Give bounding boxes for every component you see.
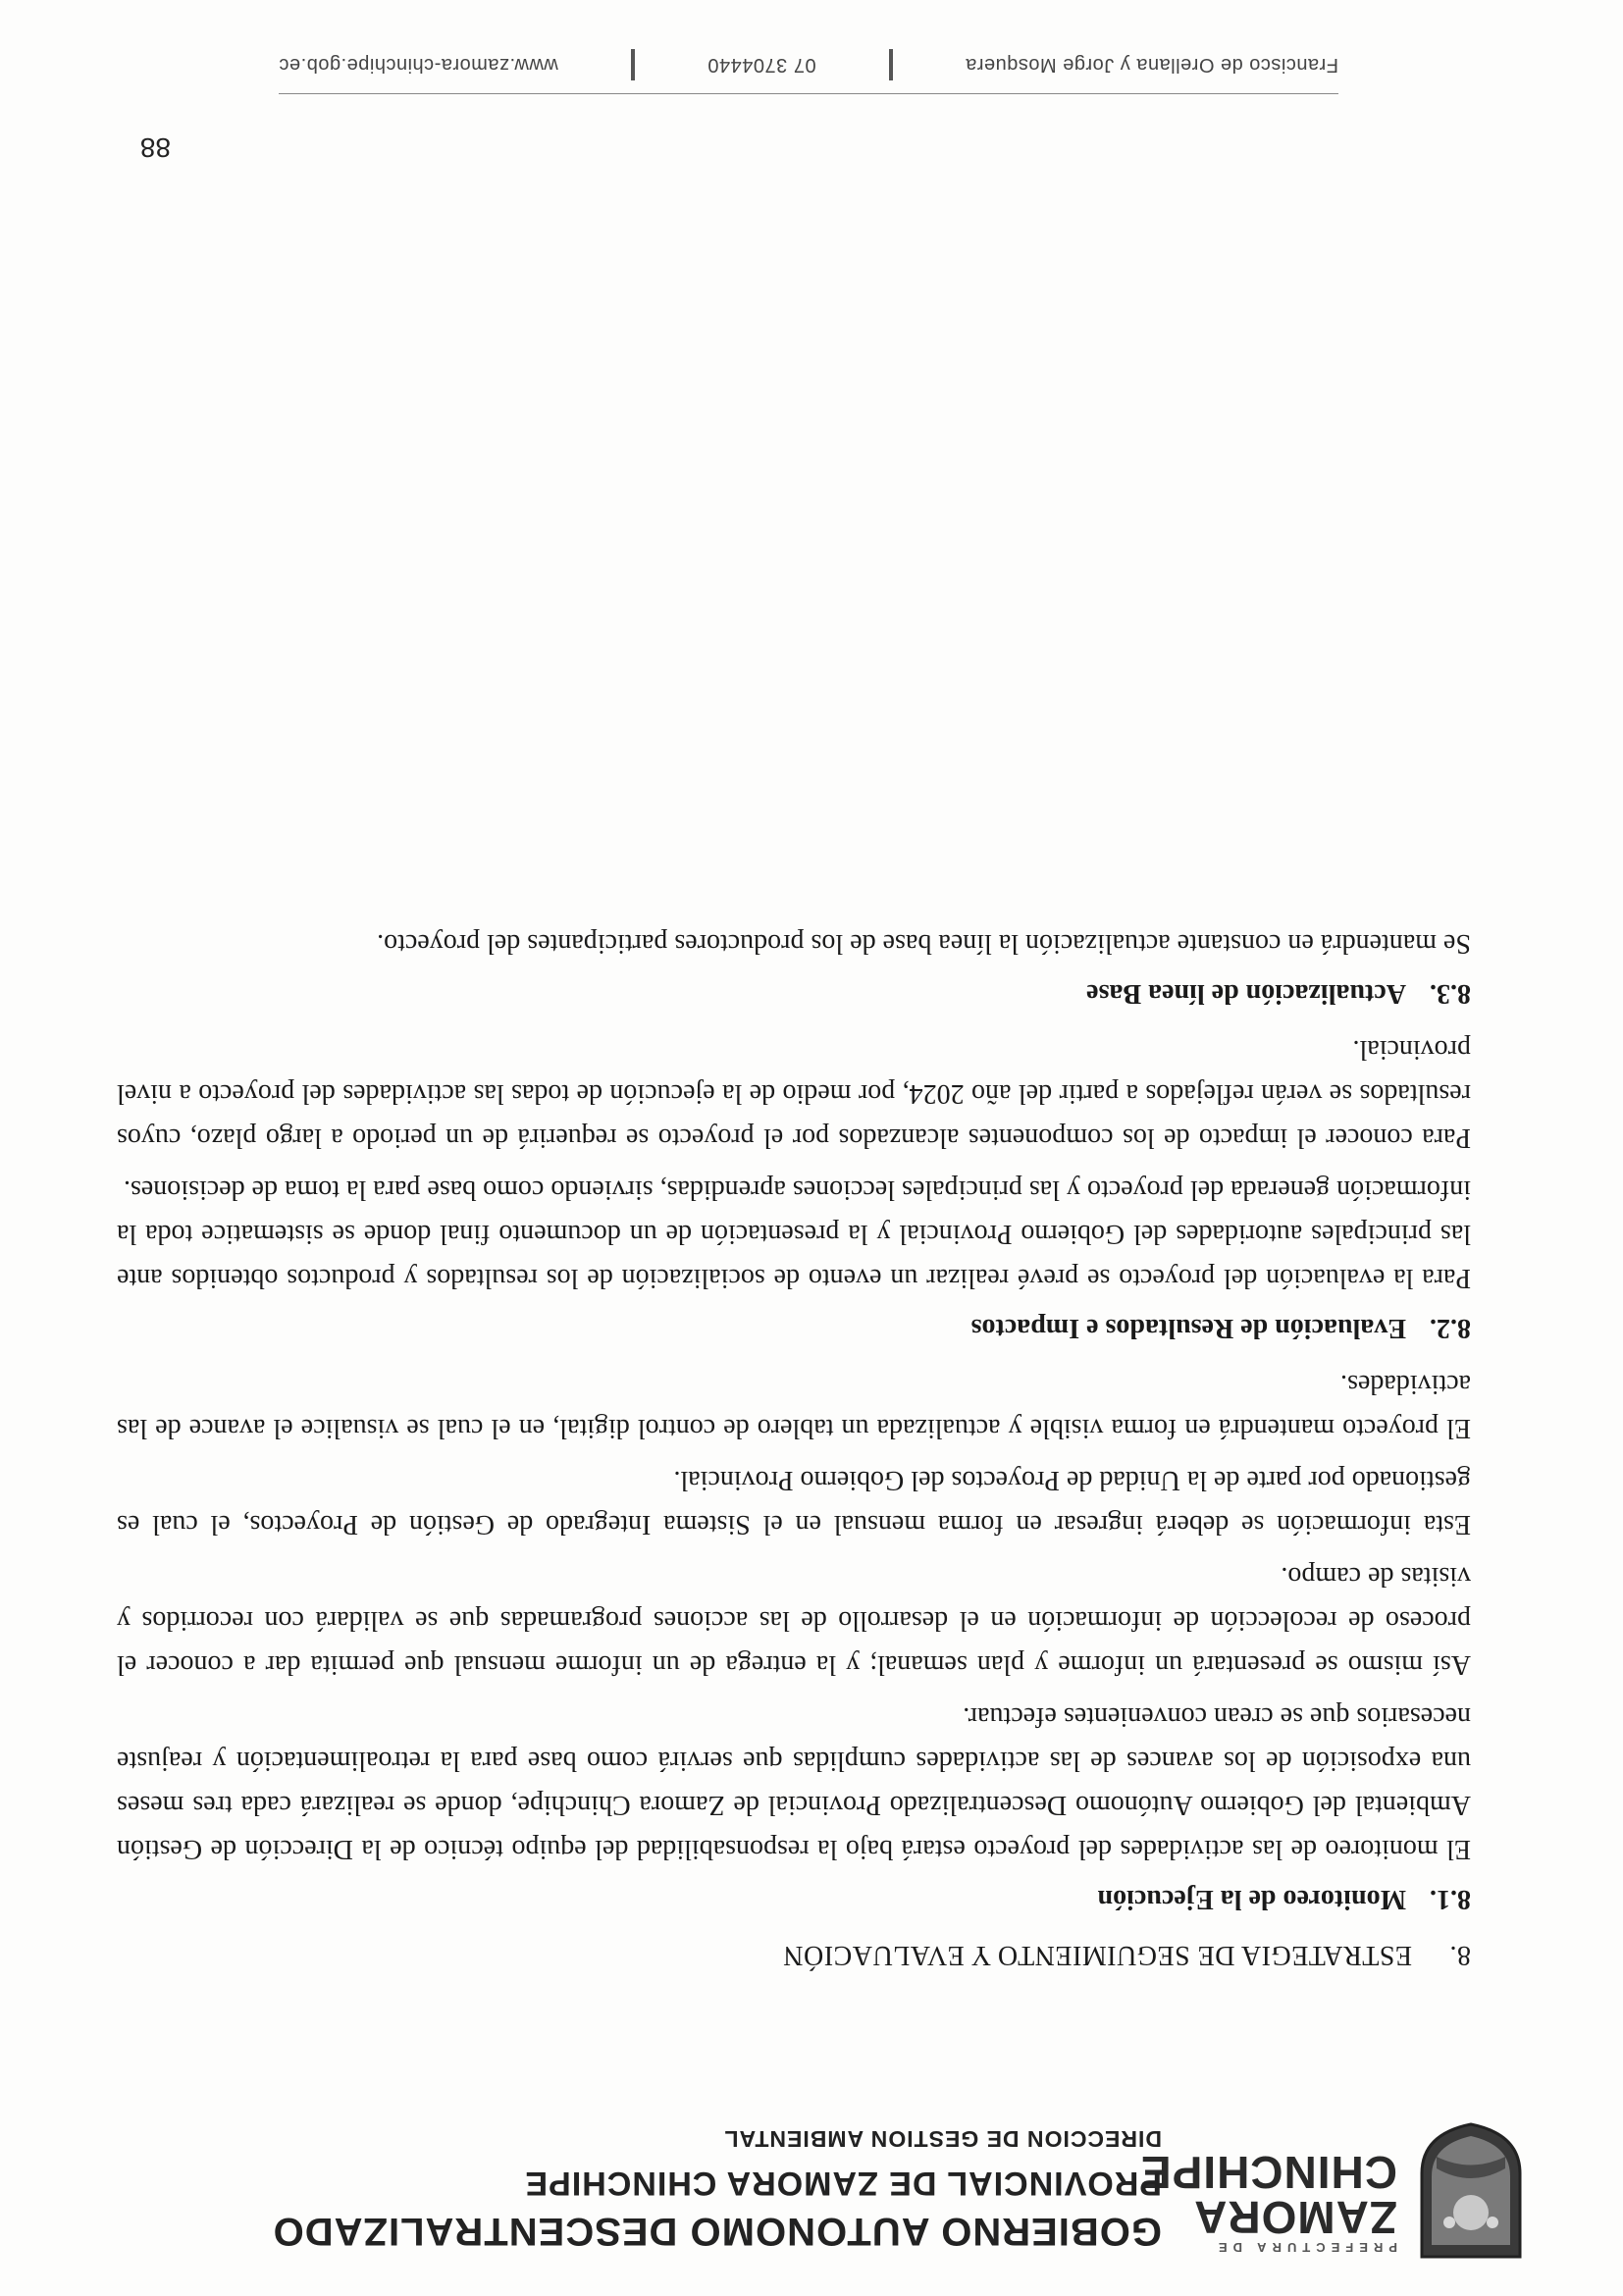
document-body [117, 913, 1471, 1977]
subsection-title: Monitoreo de la Ejecución [1097, 1884, 1406, 1914]
subsection-number: 8.3. [1430, 978, 1471, 1009]
section-heading [117, 1933, 1471, 1977]
logo-line-chinchipe: CHINCHIPE [1139, 2147, 1397, 2198]
subsection-linea-base [117, 921, 1471, 1016]
institution-name [102, 2121, 1162, 2257]
paragraph: Esta información se deberá ingresar en forma mensual en el Sistema Integrado de Gestión de Proyectos, el cual es gestionado por parte de la Unidad de Proyectos del Gobierno Provincial. [117, 1465, 1471, 1539]
subsection-heading [117, 1877, 1471, 1921]
section-number: 8. [1449, 1940, 1471, 1970]
subsection-number: 8.2. [1430, 1313, 1471, 1343]
institution-line-1: GOBIERNO AUTONOMO DESCENTRALIZADO [272, 2210, 1162, 2253]
logo-line-zamora: ZAMORA [1193, 2192, 1397, 2243]
logo-wordmark [1139, 2147, 1397, 2255]
subsection-heading [117, 971, 1471, 1016]
paragraph: Para la evaluación del proyecto se prevé realizar un evento de socialización de los resultados y productos obtenidos ante las principales autoridades del Gobierno Provincial y la presentación de un documento final donde se sistematice toda la información generada del proyecto y las principales lecciones aprendidas, sirviendo como base para la toma de decisiones. [117, 1174, 1471, 1293]
section-title: ESTRATEGIA DE SEGUIMIENTO Y EVALUACIÓN [782, 1940, 1412, 1970]
footer-separator [889, 49, 893, 80]
subsection-title: Evaluación de Resultados e Impactos [970, 1313, 1406, 1343]
subsection-number: 8.1. [1430, 1884, 1471, 1914]
institution-line-2: PROVINCIAL DE ZAMORA CHINCHIPE [524, 2165, 1162, 2202]
letterhead [0, 2041, 1623, 2296]
footer-phone: 07 3704440 [707, 54, 816, 77]
paragraph: El monitoreo de las actividades del proyecto estará bajo la responsabilidad del equipo técnico de la Dirección de Gestión Ambiental del Gobierno Autónomo Descentralizado Provincial de Zamora Chinchipe, donde se realizará cada tres meses una exposición de los avances de las actividades cumplidas que servirá como base para la retroalimentación y reajuste necesarios que se crean convenientes efectuar. [117, 1701, 1471, 1864]
paragraph: El proyecto mantendrá en forma visible y actualizada un tablero de control digital, en el cual se visualice el avance de las actividades. [117, 1369, 1471, 1443]
footer-separator [631, 49, 635, 80]
subsection-heading [117, 1306, 1471, 1350]
logo-prefix: PREFECTURA DE [1212, 2240, 1397, 2255]
page-footer [279, 45, 1338, 84]
page-number: 88 [139, 132, 171, 163]
institution-department: DIRECCION DE GESTION AMBIENTAL [723, 2126, 1162, 2152]
paragraph: Así mismo se presentará un informe y plan semanal; y la entrega de un informe mensual que permita dar a conocer el proceso de recolección de información en el desarrollo de las acciones programadas que se validará con recorridos y visitas de campo. [117, 1561, 1471, 1680]
footer-divider [279, 93, 1338, 94]
paragraph: Para conocer el impacto de los componentes alcanzados por el proyecto se requerirá de un periodo a largo plazo, cuyos resultados se verán reflejados a partir del año 2024, por medio de la ejecución de todas las actividades del proyecto a nivel provincial. [117, 1034, 1471, 1153]
subsection-evaluacion [117, 1027, 1471, 1350]
footer-address: Francisco de Orellana y Jorge Mosquera [965, 54, 1338, 77]
subsection-monitoreo [117, 1362, 1471, 1921]
subsection-title: Actualización de línea Base [1086, 978, 1406, 1009]
coat-of-arms-icon [1412, 2119, 1530, 2267]
prefectura-logo [1139, 2119, 1530, 2267]
paragraph: Se mantendrá en constante actualización la línea base de los productores participantes del proyecto. [377, 928, 1471, 959]
footer-website: www.zamora-chinchipe.gob.ec [279, 54, 558, 77]
